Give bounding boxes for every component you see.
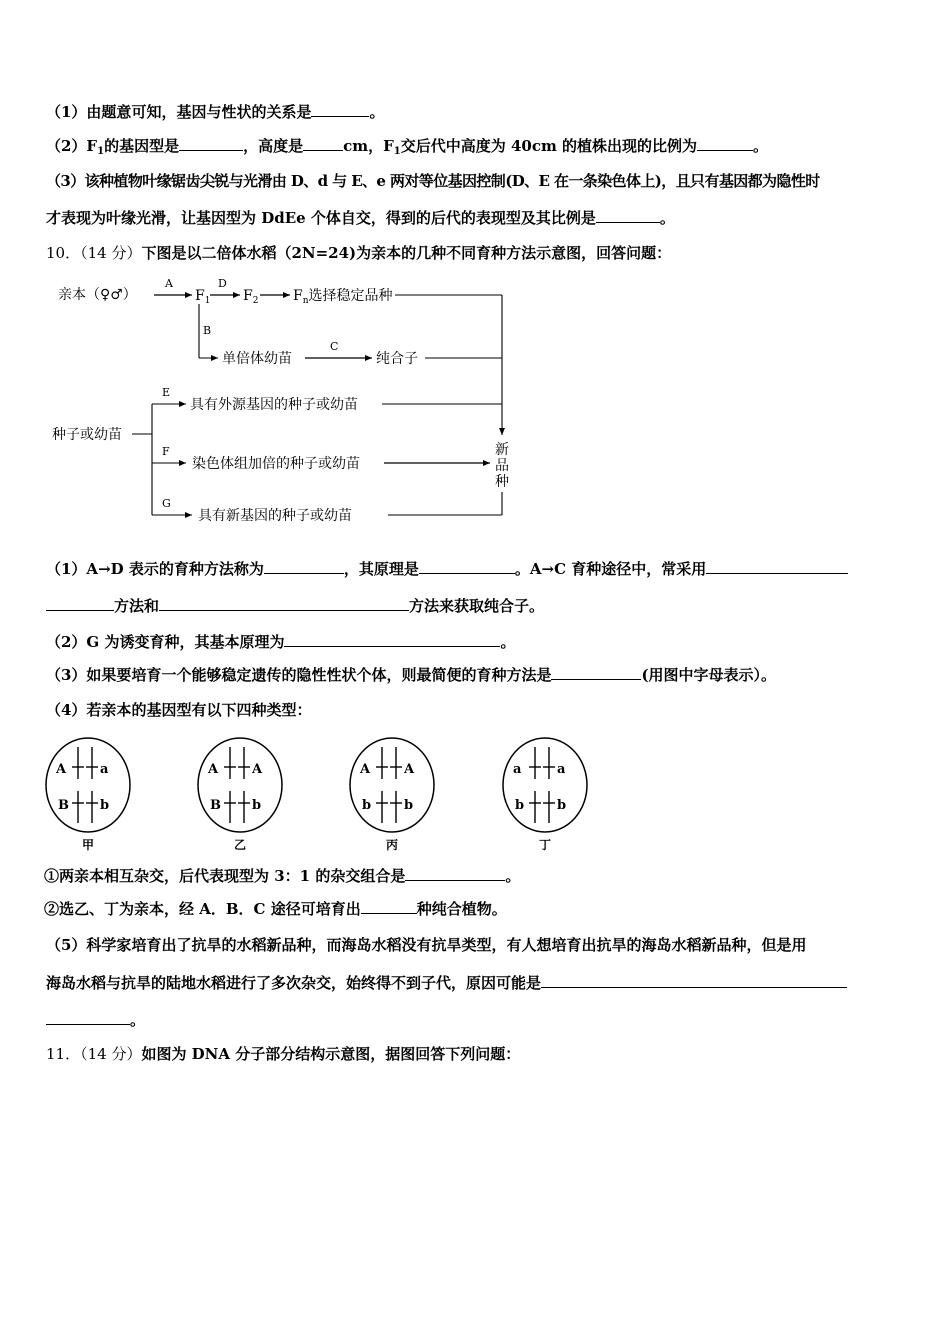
doubled-genome-label: 染色体组加倍的种子或幼苗 (192, 456, 360, 472)
answer-blank[interactable] (311, 102, 369, 117)
q10-part3: （3）如果要培育一个能够稳定遗传的隐性性状个体，则最简便的育种方法是 (用图中字母表示）。 (46, 666, 777, 684)
seed-label: 种子或幼苗 (52, 427, 122, 443)
new-variety-char-2: 品 (495, 458, 509, 474)
cell-1 (46, 738, 130, 852)
label-A: A (165, 277, 173, 290)
answer-blank[interactable] (697, 136, 753, 151)
allele-label: A (360, 762, 371, 777)
label-D: D (218, 277, 227, 290)
allele-label: b (557, 798, 567, 813)
answer-blank[interactable] (361, 899, 417, 914)
cell-4 (503, 738, 587, 852)
fn-label: $F_n$选择稳定品种 (293, 288, 393, 306)
q9-part1: （1）由题意可知，基因与性状的关系是 。 (46, 103, 385, 121)
allele-label: A (208, 762, 219, 777)
allele-label: A (404, 762, 415, 777)
cell-membrane (198, 738, 282, 832)
answer-blank[interactable] (46, 1010, 130, 1025)
answer-blank[interactable] (706, 559, 848, 574)
cell-label: 丙 (386, 838, 399, 852)
new-variety-char-1: 新 (495, 442, 509, 458)
label-C: C (330, 340, 339, 353)
cell-label: 甲 (82, 838, 95, 852)
allele-label: b (100, 798, 110, 813)
genotype-cells (40, 733, 640, 855)
q10-stem: 10．（14 分）下图是以二倍体水稻（2N=24)为亲本的几种不同育种方法示意图，回答问题： (46, 244, 672, 262)
f1-label: $F_1$ (195, 288, 211, 306)
q10-part4: （4）若亲本的基因型有以下四种类型： (46, 701, 312, 719)
q10-part1-line2: 方法和 方法来获取纯合子。 (46, 596, 544, 616)
q9-part2: $(2)F_1$的基因型是 ，高度是 cm，$F_1$交后代中高度为 40cm 的植株出现的比例为 。 (46, 137, 769, 157)
label-G: G (162, 497, 171, 510)
allele-label: B (58, 798, 69, 813)
foreign-gene-label: 具有外源基因的种子或幼苗 (190, 397, 358, 413)
answer-blank[interactable] (405, 866, 505, 881)
answer-blank[interactable] (46, 596, 114, 611)
q9-part3-line2: 才表现为叶缘光滑，让基因型为 DdEe 个体自交，得到的后代的表现型及其比例是 。 (46, 209, 675, 227)
answer-blank[interactable] (419, 559, 515, 574)
cell-membrane (503, 738, 587, 832)
allele-label: b (252, 798, 262, 813)
answer-blank[interactable] (284, 632, 500, 647)
new-variety-char-3: 种 (495, 474, 509, 490)
allele-label: a (557, 762, 566, 777)
q10-part5-line3: 。 (46, 1010, 145, 1030)
answer-blank[interactable] (541, 973, 847, 988)
q10-part4-1: ①两亲本相互杂交，后代表现型为 3：1 的杂交组合是 。 (44, 867, 521, 885)
allele-label: b (404, 798, 414, 813)
answer-blank[interactable] (159, 596, 409, 611)
new-gene-label: 具有新基因的种子或幼苗 (198, 508, 352, 524)
cell-membrane (350, 738, 434, 832)
allele-label: B (210, 798, 221, 813)
cell-label: 丁 (539, 838, 552, 852)
cell-membrane (46, 738, 130, 832)
answer-blank[interactable] (303, 136, 343, 151)
allele-label: b (362, 798, 372, 813)
allele-label: A (56, 762, 67, 777)
q10-part4-2: ②选乙、丁为亲本，经 A．B．C 途径可培育出 种纯合植物。 (44, 900, 507, 918)
answer-blank[interactable] (596, 208, 660, 223)
allele-label: A (252, 762, 263, 777)
breeding-diagram (50, 270, 520, 530)
q10-part1-line1: （1）A→D 表示的育种方法称为 ，其原理是 。A→C 育种途径中，常采用 (46, 559, 848, 579)
f2-label: $F_2$ (243, 288, 259, 306)
label-F: F (162, 445, 170, 458)
cell-label: 乙 (234, 838, 247, 852)
q11-stem: 11．（14 分）如图为 DNA 分子部分结构示意图，据图回答下列问题： (46, 1045, 521, 1063)
haploid-label: 单倍体幼苗 (222, 351, 292, 367)
allele-label: a (100, 762, 109, 777)
q10-part5-line1: （5）科学家培育出了抗旱的水稻新品种，而海岛水稻没有抗旱类型，有人想培育出抗旱的海岛水稻新品种，但是用 (46, 936, 807, 954)
pure-label: 纯合子 (376, 351, 418, 367)
allele-label: b (515, 798, 525, 813)
q10-part5-line2: 海岛水稻与抗旱的陆地水稻进行了多次杂交，始终得不到子代，原因可能是 (46, 973, 847, 993)
label-E: E (162, 386, 171, 399)
cell-3 (350, 738, 434, 852)
q10-part2: （2）G 为诱变育种，其基本原理为 。 (46, 633, 516, 651)
answer-blank[interactable] (264, 559, 344, 574)
cell-2 (198, 738, 282, 852)
q9-part3-line1: （3）该种植物叶缘锯齿尖锐与光滑由 D、d 与 E、e 两对等位基因控制(D、E 在一条染色体上)，且只有基因都为隐性时 (46, 172, 820, 190)
parent-label: 亲本（♀♂） (58, 287, 137, 303)
label-B: B (203, 324, 212, 337)
answer-blank[interactable] (551, 665, 641, 680)
answer-blank[interactable] (179, 136, 243, 151)
allele-label: a (513, 762, 522, 777)
